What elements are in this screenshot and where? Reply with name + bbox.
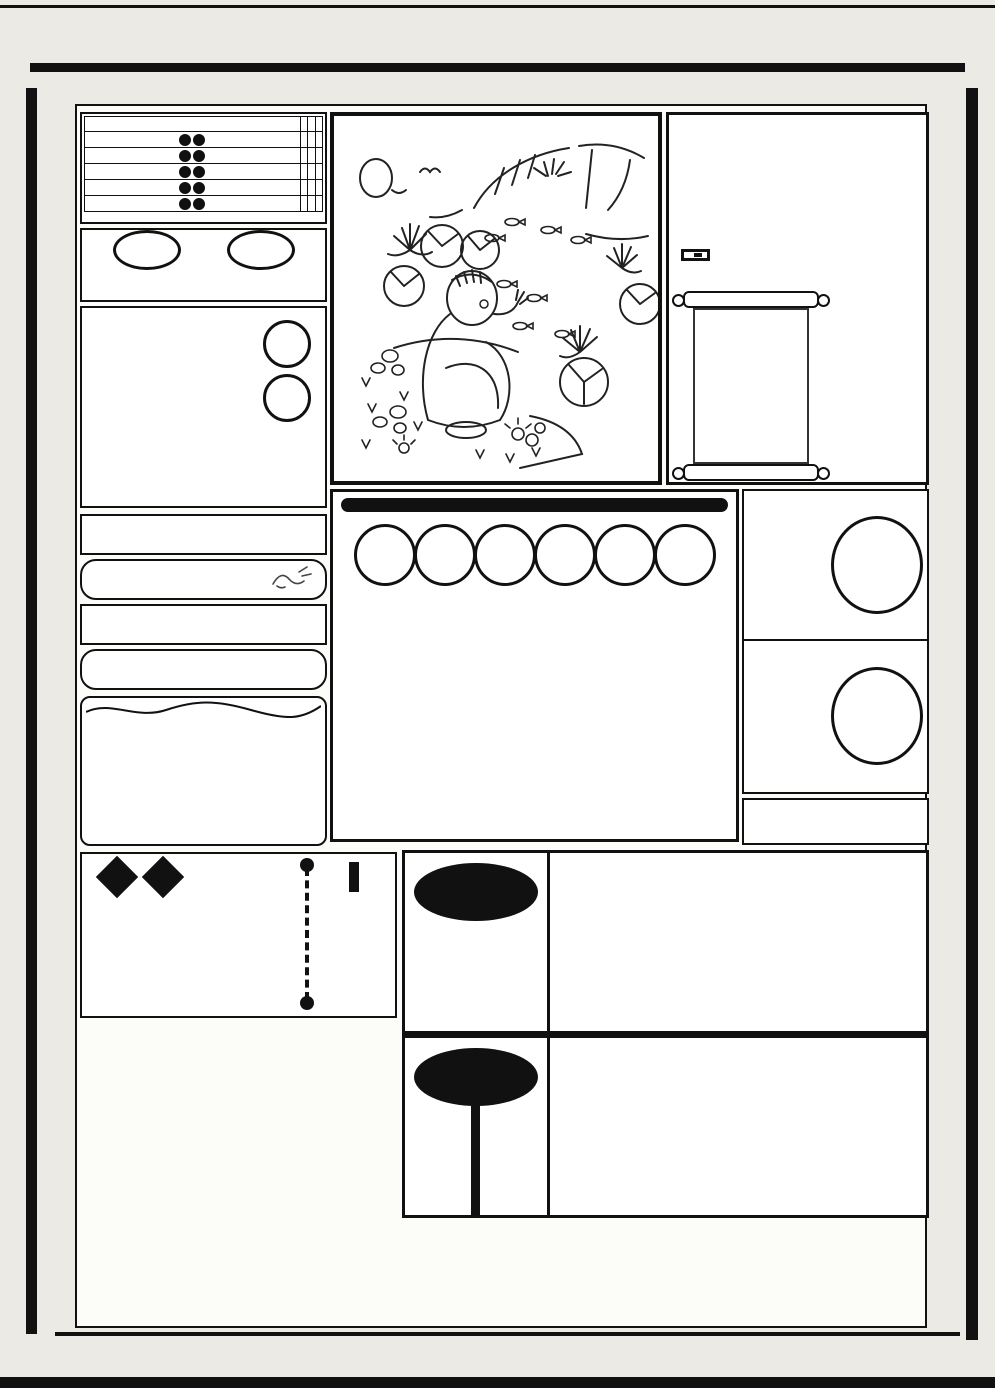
offer-val xyxy=(315,196,322,212)
tips-label-badge xyxy=(349,862,359,892)
stat-left-1 xyxy=(754,518,827,612)
col-door xyxy=(85,117,301,132)
special-number-box xyxy=(80,306,327,508)
big-small-right xyxy=(550,853,926,1031)
left-rule xyxy=(26,88,37,1334)
stat-number-circle xyxy=(831,667,923,765)
hot-number xyxy=(594,524,656,586)
xuanji-box xyxy=(80,852,397,1018)
range-start xyxy=(179,166,191,178)
zodiac-sketch-icon xyxy=(269,564,313,595)
odd-even-left xyxy=(405,1038,550,1216)
hot-number xyxy=(534,524,596,586)
special-box-body xyxy=(88,314,319,464)
cold-hot-num-1 xyxy=(113,230,181,270)
range-start xyxy=(179,198,191,210)
big-small-row xyxy=(405,853,926,1031)
col-offer xyxy=(315,117,322,132)
weak-val xyxy=(308,132,315,148)
lucky-color-row xyxy=(80,604,327,645)
cold-hot-num-2 xyxy=(227,230,295,270)
tips-zone xyxy=(321,862,387,898)
stem-divider xyxy=(471,1092,480,1216)
strong-val xyxy=(300,148,307,164)
hot-number xyxy=(354,524,416,586)
diamond-char-2 xyxy=(142,856,184,898)
strong-val xyxy=(300,164,307,180)
zodiac-puzzle-box xyxy=(80,1024,405,1324)
lucky-range-row xyxy=(80,649,327,690)
hot-number-circles xyxy=(341,524,728,586)
hot-number xyxy=(654,524,716,586)
offer-val xyxy=(315,148,322,164)
provide-num-2 xyxy=(263,374,311,422)
scroll-rod-top xyxy=(683,291,819,308)
table-row xyxy=(85,132,323,148)
col-weak xyxy=(308,117,315,132)
odd-even-chars xyxy=(405,1106,547,1216)
offer-val xyxy=(315,180,322,196)
strong-val xyxy=(300,180,307,196)
weak-val xyxy=(308,196,315,212)
door-table-header xyxy=(85,117,323,132)
col-strong xyxy=(300,117,307,132)
odd-even-row xyxy=(405,1038,926,1216)
scroll-poem xyxy=(698,314,778,458)
special-open-badge xyxy=(414,1048,538,1106)
range-end xyxy=(193,166,205,178)
scroll-rod-bottom xyxy=(683,464,819,481)
issue-number xyxy=(50,55,60,61)
weak-val xyxy=(308,164,315,180)
seek-code-seal xyxy=(681,249,710,261)
hot-number xyxy=(474,524,536,586)
marksix-banner-right xyxy=(930,92,963,1332)
bottom-rule xyxy=(0,1377,995,1388)
cold-hot-box xyxy=(80,228,327,302)
range-start xyxy=(179,134,191,146)
weak-val xyxy=(308,148,315,164)
year-open-stats xyxy=(742,489,929,794)
hot-number xyxy=(414,524,476,586)
pond-illustration xyxy=(334,116,658,480)
strong-val xyxy=(300,132,307,148)
lucky-special-row xyxy=(80,514,327,555)
top-rule xyxy=(0,5,995,8)
pond-illustration-box xyxy=(330,112,662,485)
range-start xyxy=(179,182,191,194)
lucky-zodiac-row xyxy=(80,559,327,600)
footer-rule xyxy=(55,1332,960,1336)
contribution-box xyxy=(80,696,327,846)
right-rule xyxy=(966,88,978,1340)
marksix-banner-left xyxy=(39,92,72,1328)
stat-number-circle xyxy=(831,516,923,614)
big-small-left xyxy=(405,853,550,1031)
offer-val xyxy=(315,132,322,148)
table-row xyxy=(85,148,323,164)
masthead xyxy=(36,13,961,61)
range-start xyxy=(179,150,191,162)
table-row xyxy=(85,196,323,212)
masthead-rule xyxy=(30,63,965,72)
provide-num-1 xyxy=(263,320,311,368)
dashed-divider xyxy=(305,868,309,1000)
range-end xyxy=(193,150,205,162)
roar-buy-big-box xyxy=(742,798,929,845)
wavy-divider xyxy=(86,700,321,718)
mystery-title-box xyxy=(666,112,929,485)
seal-sub-text xyxy=(694,253,702,257)
stat-cell-2 xyxy=(744,641,927,791)
poem-scroll xyxy=(677,291,825,481)
odd-even-right xyxy=(550,1038,926,1216)
strong-val xyxy=(300,196,307,212)
door-table xyxy=(84,116,323,212)
scroll-paper xyxy=(693,308,809,464)
table-row xyxy=(85,164,323,180)
thick-divider xyxy=(405,1031,926,1038)
recommend-line-2 xyxy=(564,1205,912,1211)
recommend-line-1 xyxy=(564,1021,912,1027)
range-end xyxy=(193,198,205,210)
stat-cell-1 xyxy=(744,491,927,641)
computer-analysis-box xyxy=(330,489,739,842)
range-end xyxy=(193,182,205,194)
trend-analysis-box xyxy=(402,850,929,1218)
marksix-banner-top xyxy=(30,74,965,103)
table-row xyxy=(85,180,323,196)
door-strength-table-box xyxy=(80,112,327,224)
range-end xyxy=(193,134,205,146)
total-open-badge xyxy=(414,863,538,921)
computer-analysis-title xyxy=(341,498,728,512)
diamond-char-1 xyxy=(96,856,138,898)
cold-hot-numbers xyxy=(82,230,325,270)
stat-left-2 xyxy=(754,669,827,763)
provide-zone xyxy=(255,314,319,464)
special-hint-text xyxy=(88,314,255,462)
offer-val xyxy=(315,164,322,180)
main-content xyxy=(75,104,927,1328)
weak-val xyxy=(308,180,315,196)
